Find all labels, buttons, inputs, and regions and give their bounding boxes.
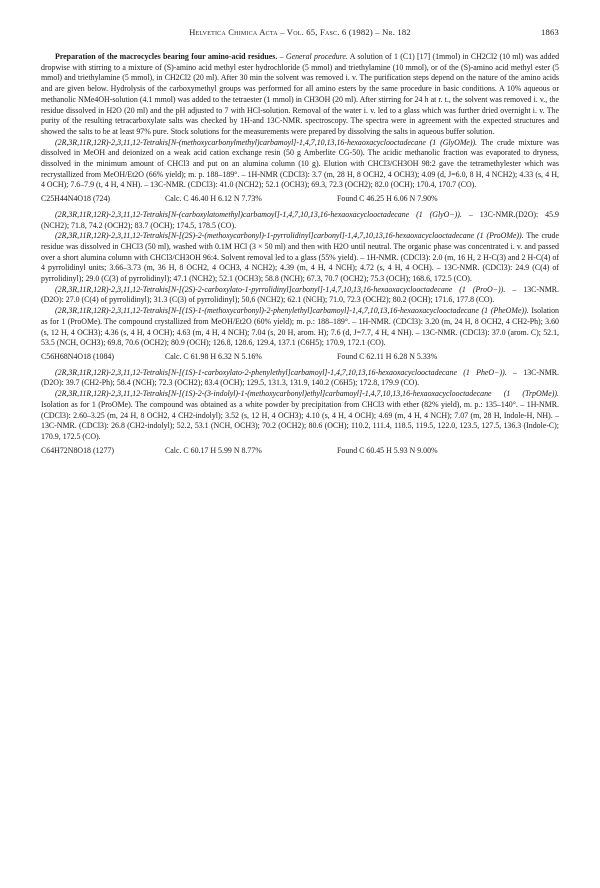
elemental-analysis xyxy=(41,352,559,363)
compound-entry xyxy=(41,138,559,192)
found-values: Found C 60.45 H 5.93 N 9.00% xyxy=(337,445,438,455)
elemental-analysis xyxy=(41,446,559,457)
page-number: 1863 xyxy=(541,27,559,37)
found-values: Found C 46.25 H 6.06 N 7.90% xyxy=(337,194,438,204)
subheading: General procedure. xyxy=(285,52,348,61)
running-header xyxy=(41,27,559,41)
article-body xyxy=(41,52,559,461)
compound-entry xyxy=(41,389,559,443)
formula: C56H68N4O18 (1084) xyxy=(41,351,114,361)
calc-values: Calc. C 46.40 H 6.12 N 7.73% xyxy=(165,194,262,204)
compound-name: (2R,3R,11R,12R)-2,3,11,12-Tetrakis[N-(carboxylatomethyl)carbamoyl]-1,4,7,10,13,16-hexaoxacyclooctadecane (1 (GlyO−)). xyxy=(55,209,462,219)
paragraph-text: – 13C-NMR. (D2O): 39.7 (CH2-Ph); 58.4 (NCH); 72.3 (OCH2); 83.4 (OCH); 129.5, 131.3, 131.9, 140.2 (C6H5); 172.8, 179.9 (CO). xyxy=(41,367,559,388)
general-procedure-paragraph: Preparation of the macrocycles bearing four amino-acid residues. – General procedure. A solution of 1 (C1) [17] (1mmol) in CH2Cl2 (10 ml) was added dropwise with stirring to a mixture of (S)-amino acid methyl ester hydrochloride (5 mmol) and triethylamine (10 mmol), or of the (S)-amino acid methyl ester (5 mmol) and triethylamine (5 mmol), in CH2Cl2 (20 ml). After 30 min the solvent was removed i. v. The purification steps depend on the nature of the amino acids and are given below. Hydrolysis of the carboxymethyl groups was performed for all amino esters by the same procedure in basic conditions. A 10% aqueous or methanolic NMe4OH-solution (4.1 mmol) was added to the tetraester (1 mmol) in CH3OH (20 ml). After stirring for 24 h at r. t., the solvent was removed i. v., the residue dissolved in H2O (20 ml) and the pH adjusted to 7 with HCl-solution. Removal of the water i. v. led to a glass which was further dried overnight i. v. The purity of the resulting tetracarboxylate salts was checked by 1H-and 13C-NMR. spectroscopy. The spectra were in agreement with the expected structures and showed the salts to be at least 97% pure. Stock solutions for the measurements were prepared by dissolving the salts in aqueous buffer solution. xyxy=(41,52,560,136)
paragraph-text: The crude residue was dissolved in CHCl3 (50 ml), washed with 0.1M HCl (3 × 50 ml) and then with H2O until neutral. The organic phase was concentrated i. v. and passed over a short alumina column with CHCl3/CH3OH 96:4. Solvent removal led to a glass (55% yield). – 1H-NMR. (CDCl3): 2.0 (m, 16 H, 2 H-C(3) and 2 H-C(4) of 4 pyrrolidinyl units; 3.66–3.73 (m, 36 H, 8 OCH2, 4 OCH3, 4 NCH2); 4.39 (m, 4 H, 4 NCH); 4.72 (s, 4 H, 4 OCH). – 13C-NMR. (CDCl3): 24.9 (C(4) of pyrrolidinyl); 29.0 (C(3) of pyrrolidinyl); 47.1 (NCH2); 52.1 (OCH3); 58.8 (NCH); 67.3, 70.7 (OCH2); 75.3 (OCH); 168.6, 172.5 (CO). xyxy=(41,231,559,284)
journal-title: Helvetica Chimica Acta – Vol. 65, Fasc. 6 (1982) – Nr. 182 xyxy=(189,27,411,37)
section-heading: Preparation of the macrocycles bearing four amino-acid residues. xyxy=(55,52,278,61)
compound-name: (2R,3R,11R,12R)-2,3,11,12-Tetrakis[N-(methoxycarbonylmethyl)carbamoyl]-1,4,7,10,13,16-hexaoxacyclooctadecane (1 (GlyOMe)). xyxy=(55,137,478,147)
calc-values: Calc. C 60.17 H 5.99 N 8.77% xyxy=(165,445,262,455)
compound-name: (2R,3R,11R,12R)-2,3,11,12-Tetrakis[N-[(1S)-2-(3-indolyl)-1-(methoxycarbonyl)ethyl]carbamoyl]-1,4,7,10,13,16-hexaoxacyclooctadecane (1 (TrpOMe)). xyxy=(55,389,559,399)
paragraph-text: Isolation as for 1 (ProOMe). The compound crystallized from MeOH/Et2O (60% yield); m. p.: 188–189°. – 1H-NMR. (CDCl3): 3.20 (m, 24 H, 8 OCH2, 4 CH2-Ph); 3.60 (s, 12 H, 4 OCH3); 4.36 (s, 4 H, 4 OCH); 4.63 (m, 4 H, 4 NCH); 7.04 (s, 20 H, arom. H); 7.6 (d, J=7.7, 4 H, 4 NH). – 13C-NMR. (CDCl3): 37.0 (arom. C); 52.1, 53.5 (NCH, OCH3); 69.8, 70.6 (OCH2); 80.9 (OCH); 126.8, 128.6, 129.4, 137.1 (C6H5); 170.9, 172.1 (CO). xyxy=(41,306,559,348)
compound-entry xyxy=(41,306,559,349)
compound-entry xyxy=(41,210,559,231)
compound-entry xyxy=(41,285,559,306)
compound-name: (2R,3R,11R,12R)-2,3,11,12-Tetrakis[N-[(1S)-1-(methoxycarbonyl)-2-phenylethyl]carbamoyl]-1,4,7,10,13,16-hexaoxacyclooctadecane (1 (PheOMe)). xyxy=(55,306,529,316)
formula: C25H44N4O18 (724) xyxy=(41,194,111,204)
compound-name: (2R,3R,11R,12R)-2,3,11,12-Tetrakis[N-[(2S)-2-carboxylato-1-pyrrolidinyl]carbonyl]-1,4,7,10,13,16-hexaoxacyclooctadecane (1 (ProO−)). xyxy=(55,284,506,294)
compound-entry xyxy=(41,368,559,389)
compound-name: (2R,3R,11R,12R)-2,3,11,12-Tetrakis[N-[(1S)-1-carboxylato-2-phenylethyl]carbamoyl]-1,4,7,10,13,16-hexaoxacyclooctadecane (1 PheO−)). xyxy=(55,367,507,377)
compound-entry xyxy=(41,231,559,285)
paragraph-text: Isolation as for 1 (ProOMe). The compound was obtained as a white powder by precipitation from CHCl3 with ether (82% yield), m. p.: 135–140°. – 1H-NMR. (CDCl3): 2.60–3.25 (m, 24 H, 8 OCH2, 4 CH2-indolyl); 3.52 (s, 12 H, 4 OCH3); 4.10 (s, 4 H, 4 OCH); 4.69 (m, 4 H, 4 NCH); 7.07 (m, 28 H, Indole-H, NH). – 13C-NMR. (CDCl3): 26.8 (CH2-indolyl); 52.2, 53.1 (NCH, OCH3); 70.2 (OCH2); 80.6 (OCH); 110.2, 111.4, 118.5, 119.5, 122.0, 123.5, 127.5, 136.3 (Indole-C); 170.9, 172.5 (CO). xyxy=(41,399,559,441)
calc-values: Calc. C 61.98 H 6.32 N 5.16% xyxy=(165,351,262,361)
formula: C64H72N8O18 (1277) xyxy=(41,445,114,455)
elemental-analysis xyxy=(41,194,559,205)
paragraph-text: The crude mixture was dissolved in MeOH and deionized on a weak acid cation exchange resin (50 g Amberlite CG-50). The acidic methanolic fraction was evaporated to dryness, dissolved in the minimum amount of CHCl3 and put on an alumina column (10 g). Elution with CHCl3/CH3OH 98:2 gave the tetramethylester which was recrystallized from MeOH/Et2O (66% yield); m. p. 188–189°. – 1H-NMR (CDCl3): 3.7 (m, 28 H, 8 OCH2, 4 OCH3); 4.09 (d, J=6.0, 8 H, 4 NCH2); 4.33 (s, 4 H, 4 OCH); 7.6–7.9 (t, 4 H, 4 NH). – 13C-NMR. (CDCl3): 41.0 (NCH2); 52.1 (OCH3); 69.3, 72.3 (OCH2); 82.0 (OCH); 170.4, 170.7 (CO). xyxy=(41,137,559,190)
paragraph-text: – 13C-NMR. (D2O): 27.0 (C(4) of pyrrolidinyl); 31.3 (C(3) of pyrrolidinyl); 50,6 (NCH2); 62.1 (NCH); 71.0, 72.3 (OCH2); 80.2 (OCH); 171.6, 177.8 (CO). xyxy=(41,284,559,305)
paragraph-text: A solution of 1 (C1) [17] (1mmol) in CH2Cl2 (10 ml) was added dropwise with stirring to a mixture of (S)-amino acid methyl ester hydrochloride (5 mmol) and triethylamine (10 mmol), or of the (S)-amino acid methyl ester (5 mmol) and triethylamine (5 mmol), in CH2Cl2 (20 ml). After 30 min the solvent was removed i. v. The purification steps depend on the nature of the amino acids and are given below. Hydrolysis of the carboxymethyl groups was performed for all amino esters by the same procedure in basic conditions. A 10% aqueous or methanolic NMe4OH-solution (4.1 mmol) was added to the tetraester (1 mmol) in CH3OH (20 ml). After stirring for 24 h at r. t., the solvent was removed i. v., the residue dissolved in H2O (20 ml) and the pH adjusted to 7 with HCl-solution. Removal of the water i. v. led to a glass which was further dried overnight i. v. The purity of the resulting tetracarboxylate salts was checked by 1H-and 13C-NMR. spectroscopy. The spectra were in agreement with the expected structures and showed the salts to be at least 97% pure. Stock solutions for the measurements were prepared by dissolving the salts in aqueous buffer solution. xyxy=(41,52,560,136)
found-values: Found C 62.11 H 6.28 N 5.33% xyxy=(337,351,438,361)
compound-name: (2R,3R,11R,12R)-2,3,11,12-Tetrakis[N-[(2S)-2-(methoxycarbonyl)-1-pyrrolidinyl]carbonyl]-1,4,7,10,13,16-hexaoxacyclooctadecane (1 (ProOMe)). xyxy=(55,231,524,241)
paragraph-text: – 13C-NMR.(D2O): 45.9 (NCH2); 71.8, 74.2 (OCH2); 83.7 (OCH); 174.5, 178.5 (CO). xyxy=(41,209,559,230)
